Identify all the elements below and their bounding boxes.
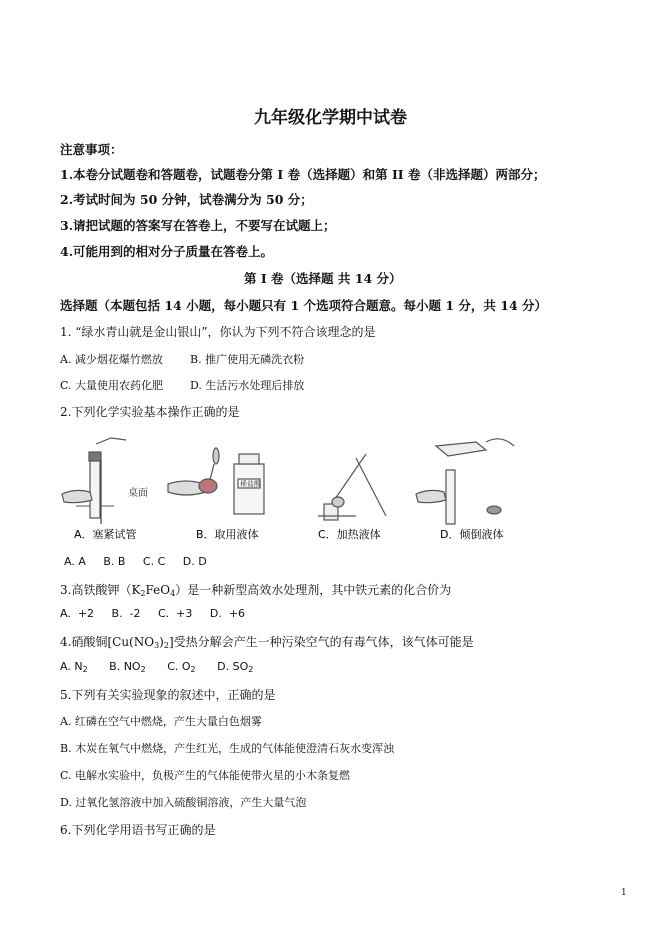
q4-option-d: D. $SO_2$ (217, 660, 254, 674)
q3-stem: 3.高铁酸钾$(K_2FeO_4)$是一种新型高效水处理剂，其中铁元素的化合价为 (60, 583, 452, 598)
figure-caption-a: A．塞紧试管 (74, 528, 137, 541)
q4-option-c: C. $O_2$ (167, 660, 196, 674)
notes-heading: 注意事项： (60, 142, 123, 157)
section-title: 第 I 卷（选择题 共 14 分） (244, 271, 402, 286)
q6-stem: 6.下列化学用语书写正确的是 (60, 823, 216, 837)
q5-option-b: B. 木炭在氧气中燃烧，产生红光，生成的气体能使澄清石灰水变浑浊 (60, 742, 395, 755)
q1-option-b: B. 推广使用无磷洗衣粉 (190, 353, 305, 366)
q1-option-c: C. 大量使用农药化肥 (60, 379, 164, 392)
q1-option-d: D. 生活污水处理后排放 (190, 379, 305, 392)
q5-option-c: C. 电解水实验中，负极产生的气体能使带火星的小木条复燃 (60, 769, 351, 782)
q2-figure (56, 434, 526, 546)
q5-stem: 5.下列有关实验现象的叙述中，正确的是 (60, 688, 276, 702)
q1-option-a: A. 减少烟花爆竹燃放 (60, 353, 163, 366)
figure-d-drawing (416, 439, 514, 524)
note-item-3: 3.请把试题的答案写在答卷上，不要写在试题上； (60, 218, 336, 233)
figure-caption-d: D．倾倒液体 (440, 528, 504, 541)
figure-a-drawing (62, 438, 126, 524)
q5-option-a: A. 红磷在空气中燃烧，产生大量白色烟雾 (60, 715, 262, 728)
q4-stem: 4.硝酸铜$[Cu(NO_3)_2]$受热分解会产生一种污染空气的有毒气体，该气体可能是 (60, 635, 474, 650)
figure-desk-label: 桌面 (128, 488, 148, 499)
page-title: 九年级化学期中试卷 (254, 108, 407, 128)
q2-options: A. A B. B C. C D. D (64, 555, 207, 568)
figure-bottle-label: 稀盐酸 (240, 480, 261, 488)
note-item-4: 4.可能用到的相对分子质量在答卷上。 (60, 244, 274, 259)
note-item-1: 1.本卷分试题卷和答题卷，试题卷分第 I 卷（选择题）和第 II 卷（非选择题）两部分； (60, 167, 546, 182)
q1-stem: 1. “绿水青山就是金山银山”，你认为下列不符合该理念的是 (60, 325, 376, 339)
note-item-2: 2.考试时间为 50 分钟，试卷满分为 50 分； (60, 192, 313, 207)
figure-caption-b: B．取用液体 (196, 528, 259, 541)
q5-option-d: D. 过氧化氢溶液中加入硫酸铜溶液，产生大量气泡 (60, 796, 307, 809)
q2-stem: 2.下列化学实验基本操作正确的是 (60, 405, 240, 419)
q2-figure-svg (56, 434, 526, 546)
q4-options (60, 660, 253, 674)
figure-caption-c: C．加热液体 (318, 528, 381, 541)
q3-options: A. +2 B. -2 C. +3 D. +6 (60, 607, 246, 620)
figure-c-drawing (318, 454, 386, 520)
page-number: 1 (621, 888, 627, 898)
q4-option-a: A. $N_2$ (60, 660, 88, 674)
section-instruction: 选择题（本题包括 14 小题，每小题只有 1 个选项符合题意。每小题 1 分，共 14 分） (60, 298, 548, 313)
q4-option-b: B. $NO_2$ (109, 660, 146, 674)
